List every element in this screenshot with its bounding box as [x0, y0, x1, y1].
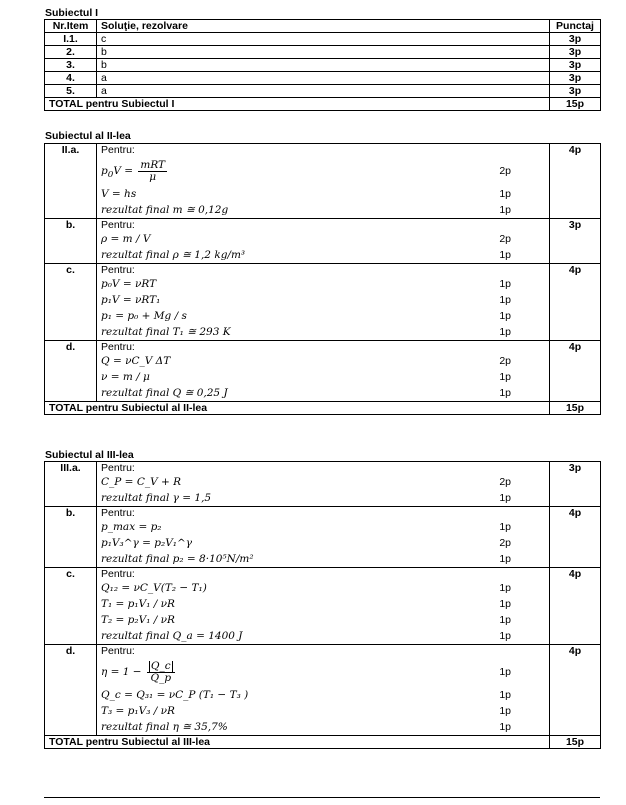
- solution-line: [101, 353, 545, 369]
- formula: rezultat final Q ≅ 0,25 J: [101, 387, 228, 399]
- line-points: 2p: [499, 355, 511, 367]
- line-points: 1p: [499, 204, 511, 216]
- item-number: 3.: [45, 59, 97, 72]
- pentru-label: Pentru:: [101, 264, 135, 276]
- formula: [101, 659, 175, 684]
- fraction: [147, 661, 175, 684]
- points: 4p: [550, 264, 601, 341]
- total-label: TOTAL pentru Subiectul I: [45, 98, 550, 111]
- formula-part: η = 1 −: [101, 666, 145, 678]
- formula: rezultat final η ≅ 35,7%: [101, 721, 228, 733]
- points: 3p: [550, 72, 601, 85]
- solution-line: [101, 186, 545, 202]
- solution-cell: [97, 219, 550, 264]
- formula: p₀V = νRT: [101, 278, 157, 290]
- pentru-label: Pentru:: [101, 507, 135, 519]
- solution-cell: [97, 341, 550, 402]
- item-number: I.1.: [45, 33, 97, 46]
- points: 3p: [550, 219, 601, 264]
- line-points: 1p: [499, 630, 511, 642]
- total-points: 15p: [550, 736, 601, 749]
- line-points: 1p: [499, 521, 511, 533]
- points: 4p: [550, 568, 601, 645]
- table-row: [45, 72, 601, 85]
- denominator: Q_p: [150, 671, 172, 684]
- formula: ρ = m / V: [101, 233, 151, 245]
- line-points: 1p: [499, 598, 511, 610]
- line-points: 2p: [499, 165, 511, 177]
- numerator: mRT: [140, 158, 166, 171]
- answer: c: [97, 33, 550, 46]
- answer: a: [97, 72, 550, 85]
- line-points: 1p: [499, 492, 511, 504]
- formula: p₁V₃^γ = p₂V₁^γ: [101, 537, 193, 549]
- table-subiect-1: [44, 19, 601, 111]
- solution-line: [101, 156, 545, 186]
- denominator: μ: [149, 170, 157, 183]
- line-points: 1p: [499, 689, 511, 701]
- solution-cell: [97, 507, 550, 568]
- table-subiect-3: [44, 461, 601, 749]
- solution-line: [101, 596, 545, 612]
- table-row: [45, 85, 601, 98]
- item-number: 4.: [45, 72, 97, 85]
- formula: rezultat final m ≅ 0,12g: [101, 204, 229, 216]
- solution-line: [101, 657, 545, 687]
- points: 3p: [550, 46, 601, 59]
- answer: b: [97, 59, 550, 72]
- points: 3p: [550, 85, 601, 98]
- solution-line: [101, 202, 545, 218]
- formula: Q₁₂ = νC_V(T₂ − T₁): [101, 582, 207, 594]
- formula: p₁ = p₀ + Mg / s: [101, 310, 187, 322]
- solution-line: [101, 535, 545, 551]
- solution-line: [101, 474, 545, 490]
- formula: V = hs: [101, 188, 137, 200]
- formula: T₂ = p₂V₁ / νR: [101, 614, 175, 626]
- line-points: 1p: [499, 188, 511, 200]
- formula: p_max = p₂: [101, 521, 162, 533]
- solution-cell: [97, 144, 550, 219]
- section-3-title: Subiectul al III-lea: [45, 449, 134, 461]
- line-points: 1p: [499, 553, 511, 565]
- answer: b: [97, 46, 550, 59]
- line-points: 1p: [499, 371, 511, 383]
- item-number: 5.: [45, 85, 97, 98]
- line-points: 1p: [499, 582, 511, 594]
- table-row: [45, 264, 601, 341]
- solution-line: [101, 551, 545, 567]
- table-row: [45, 341, 601, 402]
- header-nr-item: Nr.Item: [45, 20, 97, 33]
- line-points: 1p: [499, 705, 511, 717]
- solution-cell: [97, 645, 550, 736]
- table-subiect-2: [44, 143, 601, 415]
- points: 4p: [550, 507, 601, 568]
- solution-line: [101, 719, 545, 735]
- total-row: [45, 402, 601, 415]
- pentru-label: Pentru:: [101, 219, 135, 231]
- line-points: 2p: [499, 233, 511, 245]
- item-number: c.: [45, 264, 97, 341]
- points: 3p: [550, 33, 601, 46]
- item-number: II.a.: [45, 144, 97, 219]
- table-row: [45, 144, 601, 219]
- line-points: 1p: [499, 666, 511, 678]
- table-row: [45, 462, 601, 507]
- formula-part: V =: [113, 165, 137, 177]
- fraction: [138, 160, 167, 183]
- pentru-label: Pentru:: [101, 341, 135, 353]
- points: 4p: [550, 341, 601, 402]
- points: 4p: [550, 645, 601, 736]
- points: 3p: [550, 462, 601, 507]
- pentru-label: Pentru:: [101, 144, 135, 156]
- line-points: 1p: [499, 278, 511, 290]
- solution-line: [101, 247, 545, 263]
- pentru-label: Pentru:: [101, 568, 135, 580]
- line-points: 1p: [499, 310, 511, 322]
- solution-line: [101, 490, 545, 506]
- formula: rezultat final Q_a = 1400 J: [101, 630, 243, 642]
- line-points: 1p: [499, 721, 511, 733]
- formula: Q_c = Q₃₁ = νC_P (T₁ − T₃ ): [101, 689, 249, 701]
- formula-part: p: [101, 165, 108, 177]
- item-number: b.: [45, 219, 97, 264]
- line-points: 2p: [499, 476, 511, 488]
- solution-cell: [97, 568, 550, 645]
- table-row: [45, 568, 601, 645]
- points: 4p: [550, 144, 601, 219]
- abs-value: Q_c: [150, 659, 171, 672]
- total-points: 15p: [550, 98, 601, 111]
- solution-line: [101, 628, 545, 644]
- formula: T₃ = p₁V₃ / νR: [101, 705, 175, 717]
- line-points: 1p: [499, 249, 511, 261]
- solution-line: [101, 231, 545, 247]
- formula: T₁ = p₁V₁ / νR: [101, 598, 175, 610]
- line-points: 1p: [499, 614, 511, 626]
- table-row: [45, 59, 601, 72]
- solution-line: [101, 612, 545, 628]
- line-points: 1p: [499, 294, 511, 306]
- line-points: 1p: [499, 326, 511, 338]
- total-points: 15p: [550, 402, 601, 415]
- solution-line: [101, 308, 545, 324]
- numerator: [147, 661, 175, 673]
- solution-line: [101, 519, 545, 535]
- total-label: TOTAL pentru Subiectul al III-lea: [45, 736, 550, 749]
- formula: Q = νC_V ΔT: [101, 355, 171, 367]
- points: 3p: [550, 59, 601, 72]
- table-row: [45, 645, 601, 736]
- header-solutie: Soluţie, rezolvare: [97, 20, 550, 33]
- formula: C_P = C_V + R: [101, 476, 182, 488]
- formula: rezultat final ρ ≅ 1,2 kg/m³: [101, 249, 246, 261]
- solution-line: [101, 276, 545, 292]
- item-number: III.a.: [45, 462, 97, 507]
- pentru-label: Pentru:: [101, 645, 135, 657]
- answer: a: [97, 85, 550, 98]
- solution-line: [101, 703, 545, 719]
- table-row: [45, 33, 601, 46]
- formula-sub: 0: [107, 170, 114, 181]
- line-points: 1p: [499, 387, 511, 399]
- total-row: [45, 736, 601, 749]
- solution-line: [101, 385, 545, 401]
- formula: rezultat final γ = 1,5: [101, 492, 212, 504]
- formula: ν = m / μ: [101, 371, 150, 383]
- formula: rezultat final p₂ = 8·10⁵N/m²: [101, 553, 254, 565]
- solution-cell: [97, 462, 550, 507]
- item-number: d.: [45, 341, 97, 402]
- line-points: 2p: [499, 537, 511, 549]
- solution-line: [101, 292, 545, 308]
- formula: p₁V = νRT₁: [101, 294, 161, 306]
- formula: [101, 158, 167, 183]
- item-number: d.: [45, 645, 97, 736]
- table-row: [45, 507, 601, 568]
- solution-cell: [97, 264, 550, 341]
- item-number: c.: [45, 568, 97, 645]
- total-row: [45, 98, 601, 111]
- total-label: TOTAL pentru Subiectul al II-lea: [45, 402, 550, 415]
- solution-line: [101, 687, 545, 703]
- section-1-title: Subiectul I: [45, 7, 99, 19]
- item-number: 2.: [45, 46, 97, 59]
- table-row: [45, 46, 601, 59]
- solution-line: [101, 369, 545, 385]
- pentru-label: Pentru:: [101, 462, 135, 474]
- footer-rule: [44, 797, 600, 798]
- solution-line: [101, 324, 545, 340]
- item-number: b.: [45, 507, 97, 568]
- table-header: [45, 20, 601, 33]
- header-punctaj: Punctaj: [550, 20, 601, 33]
- section-2-title: Subiectul al II-lea: [45, 130, 131, 142]
- solution-line: [101, 580, 545, 596]
- table-row: [45, 219, 601, 264]
- formula: rezultat final T₁ ≅ 293 K: [101, 326, 231, 338]
